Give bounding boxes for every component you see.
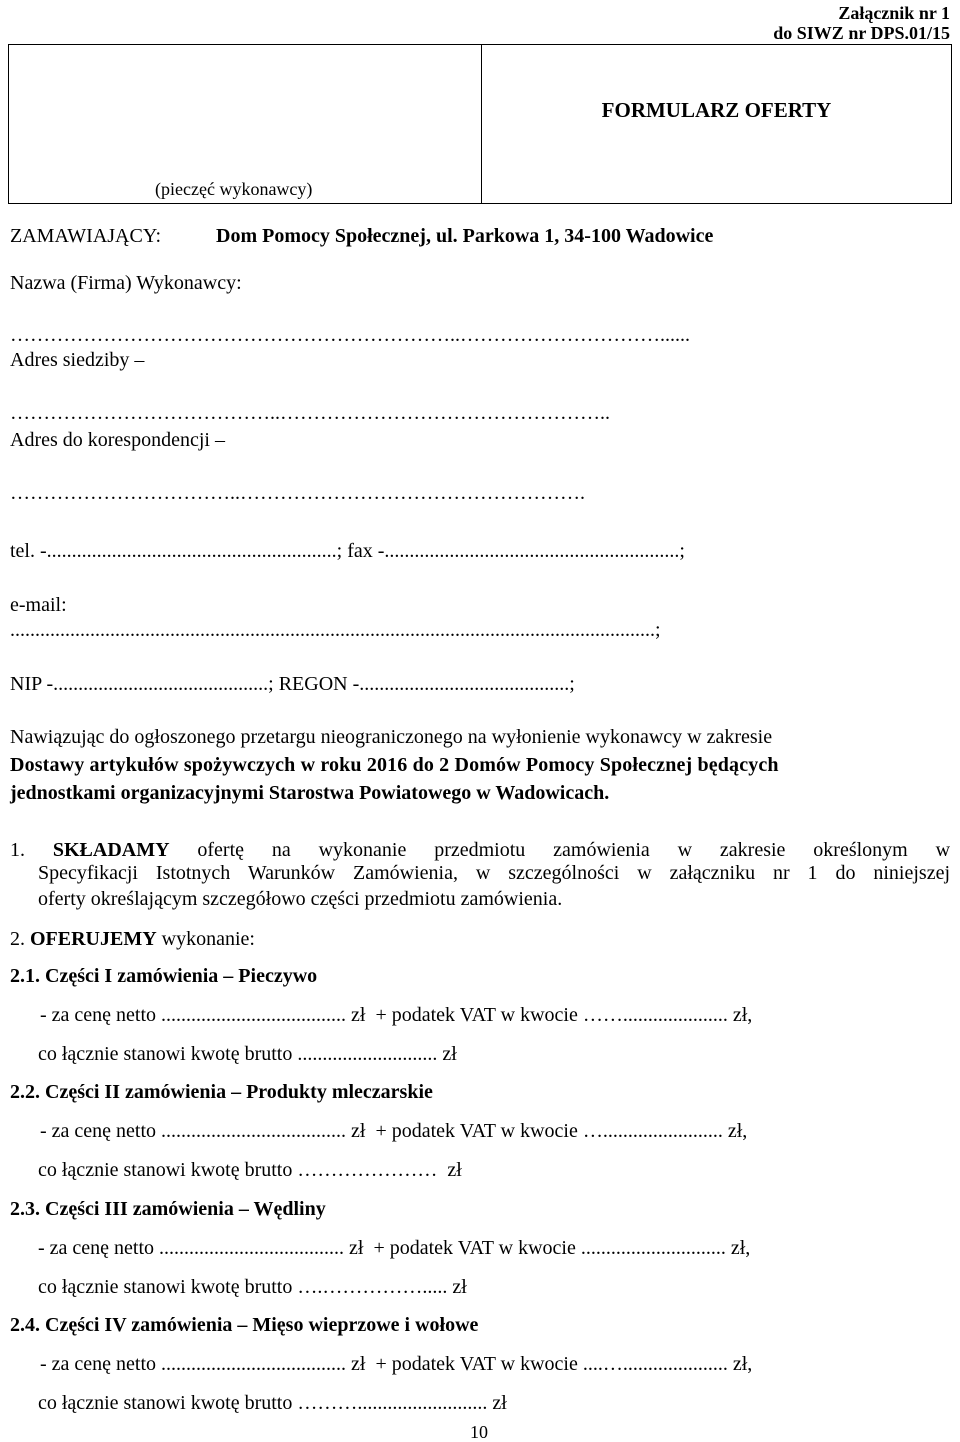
point-1-text-a: ofertę na wykonanie przedmiotu zamówienia w zakresie określonym w xyxy=(197,839,950,861)
part-net-price-line[interactable]: - za cenę netto ..................................... zł + podatek VAT w kwocie ............................. zł, xyxy=(38,1237,751,1259)
intro-line-1: Nawiązując do ogłoszonego przetargu nieograniczonego na wyłonienie wykonawcy w zakresie xyxy=(10,726,773,748)
correspondence-address-field[interactable]: ……………………………..……………………………………………. xyxy=(10,483,585,503)
point-1-text-c: oferty określającym szczegółowo części przedmiotu zamówienia. xyxy=(38,888,563,910)
attachment-label: Załącznik nr 1 xyxy=(838,3,950,23)
part-gross-price-line[interactable]: co łącznie stanowi kwotę brutto ……….......................... zł xyxy=(38,1392,507,1414)
part-heading: 2.1. Części I zamówienia – Pieczywo xyxy=(10,965,318,987)
part-net-price-line[interactable]: - za cenę netto ..................................... zł + podatek VAT w kwocie …........................ zł, xyxy=(40,1120,748,1142)
page-number: 10 xyxy=(470,1422,488,1442)
nip-regon-line[interactable]: NIP -...........................................; REGON -..........................................; xyxy=(10,674,575,694)
ordering-party-label: ZAMAWIAJĄCY: xyxy=(10,225,161,247)
intro-line-2: Dostawy artykułów spożywczych w roku 2016 do 2 Domów Pomocy Społecznej będących xyxy=(10,754,779,776)
point-2-keyword: OFERUJEMY xyxy=(30,928,157,950)
part-gross-price-line[interactable]: co łącznie stanowi kwotę brutto ............................ zł xyxy=(38,1043,457,1065)
point-1-keyword: SKŁADAMY xyxy=(52,839,170,861)
point-1-number: 1. xyxy=(10,839,25,861)
point-2-text: wykonanie: xyxy=(161,928,255,950)
point-1-text-b: Specyfikacji Istotnych Warunków Zamówienia, w szczególności w załączniku nr 1 do niniejszej xyxy=(38,862,950,884)
contractor-name-label: Nazwa (Firma) Wykonawcy: xyxy=(10,272,242,294)
page-title: FORMULARZ OFERTY xyxy=(601,98,832,122)
part-gross-price-line[interactable]: co łącznie stanowi kwotę brutto ………………… zł xyxy=(38,1159,462,1181)
email-label: e-mail: xyxy=(10,594,67,616)
part-heading: 2.4. Części IV zamówienia – Mięso wieprzowe i wołowe xyxy=(10,1314,479,1336)
address-label: Adres siedziby – xyxy=(10,349,145,371)
point-2-line xyxy=(10,929,255,949)
part-heading: 2.3. Części III zamówienia – Wędliny xyxy=(10,1198,326,1220)
ordering-party-value: Dom Pomocy Społecznej, ul. Parkowa 1, 34-100 Wadowice xyxy=(216,225,714,247)
part-net-price-line[interactable]: - za cenę netto ..................................... zł + podatek VAT w kwocie ……..................... zł, xyxy=(40,1004,753,1026)
part-net-price-line[interactable]: - za cenę netto ..................................... zł + podatek VAT w kwocie ....…..................... zł, xyxy=(40,1353,753,1375)
part-heading: 2.2. Części II zamówienia – Produkty mleczarskie xyxy=(10,1081,433,1103)
address-field[interactable]: …………………………………..………………………………………….. xyxy=(10,403,610,423)
title-box xyxy=(481,44,952,204)
phone-fax-line[interactable]: tel. -..........................................................; fax -...........................................................; xyxy=(10,541,685,561)
contractor-name-field[interactable]: …………………………………………………………..…………………………...... xyxy=(10,325,690,345)
point-2-number: 2. xyxy=(10,928,25,950)
siwz-reference: do SIWZ nr DPS.01/15 xyxy=(773,23,950,43)
part-gross-price-line[interactable]: co łącznie stanowi kwotę brutto ….……………..... zł xyxy=(38,1276,467,1298)
correspondence-address-label: Adres do korespondencji – xyxy=(10,429,225,451)
stamp-caption: (pieczęć wykonawcy) xyxy=(155,179,313,199)
email-field[interactable]: .................................................................................................................................; xyxy=(10,620,661,640)
intro-line-3: jednostkami organizacyjnymi Starostwa Powiatowego w Wadowicach. xyxy=(10,782,610,804)
